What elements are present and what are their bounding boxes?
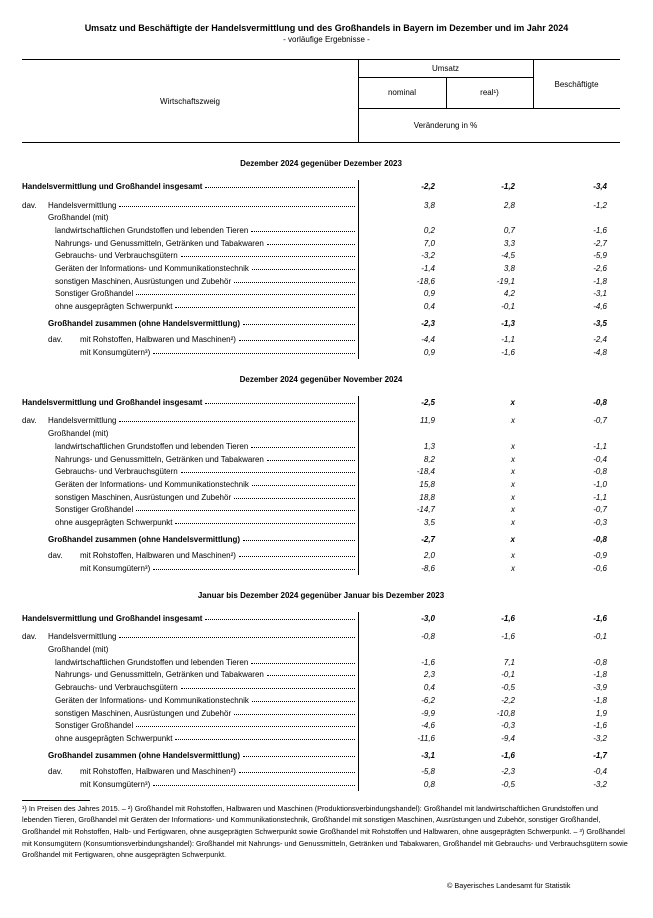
- value-employees: -0,6: [593, 564, 607, 574]
- section-title: Dezember 2024 gegenüber Dezember 2023: [240, 159, 402, 168]
- value-real: x: [511, 467, 515, 477]
- row-label-cell: [22, 780, 358, 789]
- value-employees: -1,8: [593, 695, 607, 705]
- value-real: x: [511, 551, 515, 561]
- value-real: 4,2: [503, 289, 515, 299]
- row-label: Handelsvermittlung: [48, 200, 117, 210]
- section-rows: [22, 396, 620, 575]
- header-divider-horizontal-1: [358, 77, 533, 78]
- header-divider-vertical-1: [358, 60, 359, 142]
- row-label: landwirtschaftlichen Grundstoffen und lebenden Tieren: [55, 441, 249, 451]
- table-row: [22, 211, 620, 224]
- row-label-cell: [22, 751, 358, 760]
- row-label-cell: [22, 767, 358, 776]
- row-label: Nahrungs- und Genussmitteln, Getränken und Tabakwaren: [55, 238, 264, 248]
- row-prefix: dav.: [22, 416, 37, 426]
- dotted-leader: [251, 663, 355, 664]
- row-label-cell: [22, 442, 358, 451]
- value-real: x: [511, 416, 515, 426]
- value-nominal: 3,5: [423, 517, 435, 527]
- row-label: Handelsvermittlung und Großhandel insgesamt: [22, 181, 203, 191]
- dotted-leader: [119, 637, 355, 638]
- dotted-leader: [153, 569, 355, 570]
- value-real: -19,1: [496, 276, 515, 286]
- dotted-leader: [251, 447, 355, 448]
- row-label-cell: [22, 734, 358, 743]
- value-employees: -1,0: [593, 479, 607, 489]
- table-row: [22, 415, 620, 428]
- row-label-cell: [22, 416, 358, 425]
- comparison-section-1: [22, 159, 620, 359]
- value-employees: -0,8: [593, 397, 607, 407]
- value-nominal: -2,5: [421, 397, 435, 407]
- dotted-leader: [267, 675, 355, 676]
- value-nominal: -2,2: [421, 181, 435, 191]
- value-nominal: -0,8: [421, 632, 435, 642]
- value-nominal: -4,4: [421, 335, 435, 345]
- row-prefix: dav.: [22, 200, 37, 210]
- row-label: Handelsvermittlung: [48, 416, 117, 426]
- row-label-cell: [22, 518, 358, 527]
- row-label: mit Rohstoffen, Halbwaren und Maschinen²): [80, 335, 236, 345]
- row-label-cell: [22, 645, 358, 654]
- copyright-notice: © Bayerisches Landesamt für Statistik: [447, 881, 571, 890]
- row-prefix: dav.: [48, 767, 63, 777]
- row-label-cell: [22, 709, 358, 718]
- dotted-leader: [252, 485, 355, 486]
- row-label-cell: [22, 319, 358, 328]
- dotted-leader: [234, 714, 355, 715]
- row-label: Sonstiger Großhandel: [55, 505, 134, 515]
- row-label: Nahrungs- und Genussmitteln, Getränken und Tabakwaren: [55, 454, 264, 464]
- value-employees: -2,7: [593, 238, 607, 248]
- header-cell-beschaeftigte: Beschäftigte: [554, 79, 599, 89]
- row-label-cell: [22, 632, 358, 641]
- header-divider-horizontal-2: [358, 108, 620, 109]
- dotted-leader: [181, 688, 355, 689]
- row-label-cell: [22, 696, 358, 705]
- page-subtitle: - vorläufige Ergebnisse -: [283, 35, 370, 44]
- row-label-cell: [22, 505, 358, 514]
- dotted-leader: [153, 353, 355, 354]
- row-label: Sonstiger Großhandel: [55, 289, 134, 299]
- value-real: x: [511, 517, 515, 527]
- dotted-leader: [234, 498, 355, 499]
- dotted-leader: [267, 244, 355, 245]
- table-row: [22, 427, 620, 440]
- row-label: landwirtschaftlichen Grundstoffen und lebenden Tieren: [55, 657, 249, 667]
- footnote-rule: [22, 800, 90, 801]
- value-nominal: 3,8: [423, 200, 435, 210]
- row-label-cell: [22, 239, 358, 248]
- value-nominal: -3,1: [421, 750, 435, 760]
- value-employees: -3,9: [593, 683, 607, 693]
- value-nominal: 0,9: [423, 348, 435, 358]
- value-employees: -1,6: [593, 613, 607, 623]
- table-row: [22, 612, 620, 625]
- value-nominal: 11,9: [420, 416, 435, 426]
- dotted-leader: [252, 269, 355, 270]
- value-real: -2,3: [501, 767, 515, 777]
- row-label: mit Konsumgütern³): [80, 348, 151, 358]
- table-row: [22, 237, 620, 250]
- row-label-cell: [22, 264, 358, 273]
- dotted-leader: [175, 523, 355, 524]
- table-row: [22, 275, 620, 288]
- row-label: Großhandel zusammen (ohne Handelsvermittlung): [48, 318, 241, 328]
- row-label: mit Konsumgütern³): [80, 564, 151, 574]
- row-label: sonstigen Maschinen, Ausrüstungen und Zubehör: [55, 276, 232, 286]
- table-row: [22, 562, 620, 575]
- value-nominal: -3,0: [421, 613, 435, 623]
- row-label-cell: [22, 455, 358, 464]
- dotted-leader: [243, 756, 355, 757]
- dotted-leader: [234, 282, 355, 283]
- row-label: Handelsvermittlung: [48, 632, 117, 642]
- value-real: -10,8: [496, 708, 515, 718]
- row-label: Geräten der Informations- und Kommunikationstechnik: [55, 695, 249, 705]
- row-label-cell: [22, 535, 358, 544]
- table-row: [22, 656, 620, 669]
- row-prefix: dav.: [48, 335, 63, 345]
- table-row: [22, 300, 620, 313]
- value-real: -0,1: [501, 670, 515, 680]
- value-nominal: 2,0: [423, 551, 435, 561]
- table-row: [22, 694, 620, 707]
- table-row: [22, 249, 620, 262]
- row-label-cell: [22, 302, 358, 311]
- value-employees: -0,4: [593, 767, 607, 777]
- value-nominal: 0,4: [423, 302, 435, 312]
- row-label: landwirtschaftlichen Grundstoffen und lebenden Tieren: [55, 225, 249, 235]
- value-nominal: 7,0: [423, 238, 435, 248]
- row-label: Großhandel (mit): [48, 645, 109, 655]
- dotted-leader: [243, 324, 355, 325]
- table-row: [22, 465, 620, 478]
- row-prefix: dav.: [22, 632, 37, 642]
- table-row: [22, 503, 620, 516]
- dotted-leader: [205, 403, 355, 404]
- table-row: [22, 224, 620, 237]
- row-label-cell: [22, 493, 358, 502]
- value-nominal: 2,3: [423, 670, 435, 680]
- value-employees: -1,8: [593, 670, 607, 680]
- value-nominal: 0,8: [423, 779, 435, 789]
- row-label: Nahrungs- und Genussmitteln, Getränken und Tabakwaren: [55, 670, 264, 680]
- value-real: -1,2: [501, 181, 515, 191]
- row-label: ohne ausgeprägten Schwerpunkt: [55, 733, 173, 743]
- value-employees: -2,6: [593, 263, 607, 273]
- value-employees: -4,8: [593, 348, 607, 358]
- row-prefix: dav.: [48, 551, 63, 561]
- data-sections: [0, 159, 653, 791]
- table-row: [22, 180, 620, 193]
- comparison-section-2: [22, 375, 620, 575]
- value-nominal: -1,6: [421, 657, 435, 667]
- dotted-leader: [119, 206, 355, 207]
- dotted-leader: [205, 619, 355, 620]
- value-employees: -0,8: [593, 534, 607, 544]
- table-row: [22, 765, 620, 778]
- value-real: x: [510, 534, 515, 544]
- value-employees: -1,6: [593, 225, 607, 235]
- table-row: [22, 778, 620, 791]
- row-label-cell: [22, 658, 358, 667]
- value-employees: -3,4: [593, 181, 607, 191]
- table-row: [22, 440, 620, 453]
- dotted-leader: [175, 307, 355, 308]
- value-real: -1,6: [501, 632, 515, 642]
- dotted-leader: [181, 256, 355, 257]
- dotted-leader: [136, 726, 355, 727]
- row-label-cell: [22, 670, 358, 679]
- value-real: -1,3: [501, 318, 515, 328]
- row-label: mit Konsumgütern³): [80, 779, 151, 789]
- page-title: Umsatz und Beschäftigte der Handelsvermittlung und des Großhandels in Bayern im Dezember und im Jahr 2024: [84, 23, 569, 33]
- row-label-cell: [22, 182, 358, 191]
- value-employees: -1,8: [593, 276, 607, 286]
- value-employees: -1,1: [593, 441, 607, 451]
- row-label: Geräten der Informations- und Kommunikationstechnik: [55, 263, 249, 273]
- value-real: -9,4: [501, 733, 515, 743]
- value-employees: -3,2: [593, 733, 607, 743]
- footnote-text: ¹) In Preisen des Jahres 2015. – ²) Großhandel mit Rohstoffen, Halbwaren und Maschinen (Produktionsverbindungshandel): Großhandel mit landwirtschaftlichen Grundstoffen und lebenden Tieren, Großhandel mit Geräten der Informations- und Kommunikationstechnik, Großhandel mit sonstigen Maschinen, Ausrüstungen und Zubehör, sonstiger Großhandel, Großhandel mit Rohstoffen, Halb- und Fertigwaren, ohne ausgeprägten Schwerpunkt sowie Großhandel mit Rohstoffen und Halbwaren, ohne ausgeprägten Schwerpunkt. – ³) Großhandel mit Konsumgütern (Konsumtionsverbindungshandel): Großhandel mit Nahrungs- und Genussmitteln, Getränken und Tabakwaren, Großhandel mit Gebrauchs- und Verbrauchsgütern sowie Großhandel mit Fertigwaren, ohne ausgeprägten Schwerpunkt.: [22, 803, 628, 860]
- table-row: [22, 199, 620, 212]
- row-label-cell: [22, 348, 358, 357]
- value-nominal: 0,9: [423, 289, 435, 299]
- value-employees: -5,9: [593, 251, 607, 261]
- section-title: Dezember 2024 gegenüber November 2024: [239, 374, 403, 384]
- row-label-cell: [22, 467, 358, 476]
- row-label: Geräten der Informations- und Kommunikationstechnik: [55, 479, 249, 489]
- row-label-cell: [22, 201, 358, 210]
- row-label: ohne ausgeprägten Schwerpunkt: [55, 517, 173, 527]
- row-label-cell: [22, 277, 358, 286]
- value-employees: -2,4: [593, 335, 607, 345]
- row-label: Gebrauchs- und Verbrauchsgütern: [55, 683, 178, 693]
- header-cell-nominal: nominal: [387, 88, 416, 97]
- row-label-cell: [22, 551, 358, 560]
- header-cell-veraenderung: Veränderung in %: [413, 120, 478, 130]
- statistics-report-page: [0, 23, 653, 918]
- table-row: [22, 550, 620, 563]
- header-divider-vertical-2: [446, 77, 447, 108]
- table-row: [22, 478, 620, 491]
- row-label-cell: [22, 683, 358, 692]
- value-employees: -0,9: [593, 551, 607, 561]
- value-real: -1,6: [501, 750, 515, 760]
- row-label-cell: [22, 614, 358, 623]
- table-row: [22, 262, 620, 275]
- table-header: [22, 59, 620, 143]
- value-nominal: 0,2: [423, 225, 435, 235]
- dotted-leader: [252, 701, 355, 702]
- dotted-leader: [239, 340, 355, 341]
- row-label-cell: [22, 398, 358, 407]
- row-label: Großhandel zusammen (ohne Handelsvermittlung): [48, 750, 241, 760]
- table-row: [22, 334, 620, 347]
- dotted-leader: [136, 510, 355, 511]
- row-label: sonstigen Maschinen, Ausrüstungen und Zubehör: [55, 708, 232, 718]
- value-employees: -0,8: [593, 657, 607, 667]
- value-nominal: -9,9: [421, 708, 435, 718]
- table-row: [22, 491, 620, 504]
- value-nominal: -11,6: [417, 733, 435, 743]
- row-label-cell: [22, 251, 358, 260]
- table-row: [22, 288, 620, 301]
- header-divider-vertical-3: [533, 60, 534, 108]
- row-label-cell: [22, 429, 358, 438]
- value-employees: -1,6: [593, 721, 607, 731]
- value-real: -1,6: [501, 613, 515, 623]
- value-real: x: [510, 397, 515, 407]
- table-row: [22, 707, 620, 720]
- value-real: x: [511, 441, 515, 451]
- value-employees: -0,7: [593, 416, 607, 426]
- value-real: 0,7: [503, 225, 515, 235]
- table-row: [22, 669, 620, 682]
- dotted-leader: [136, 294, 355, 295]
- value-employees: -0,1: [593, 632, 607, 642]
- dotted-leader: [243, 540, 355, 541]
- table-row: [22, 643, 620, 656]
- dotted-leader: [205, 187, 355, 188]
- value-employees: -0,8: [593, 467, 607, 477]
- value-employees: -3,2: [593, 779, 607, 789]
- table-row: [22, 681, 620, 694]
- dotted-leader: [239, 556, 355, 557]
- value-nominal: -4,6: [421, 721, 435, 731]
- row-label-cell: [22, 480, 358, 489]
- value-real: 2,8: [503, 200, 515, 210]
- header-cell-real: real¹): [480, 88, 499, 97]
- value-employees: -1,1: [593, 492, 607, 502]
- value-nominal: -14,7: [416, 505, 435, 515]
- value-real: -2,2: [501, 695, 515, 705]
- value-nominal: -5,8: [421, 767, 435, 777]
- dotted-leader: [153, 785, 355, 786]
- dotted-leader: [175, 739, 355, 740]
- dotted-leader: [239, 772, 355, 773]
- value-employees: 1,9: [595, 708, 607, 718]
- table-row: [22, 346, 620, 359]
- table-row: [22, 533, 620, 546]
- value-real: -1,1: [501, 335, 515, 345]
- value-real: x: [511, 505, 515, 515]
- row-label: Gebrauchs- und Verbrauchsgütern: [55, 467, 178, 477]
- table-row: [22, 317, 620, 330]
- row-label: Handelsvermittlung und Großhandel insgesamt: [22, 397, 203, 407]
- value-real: x: [511, 479, 515, 489]
- value-nominal: -2,7: [421, 534, 435, 544]
- value-nominal: -1,4: [421, 263, 435, 273]
- value-nominal: -8,6: [421, 564, 435, 574]
- row-label: Gebrauchs- und Verbrauchsgütern: [55, 251, 178, 261]
- value-employees: -0,7: [593, 505, 607, 515]
- row-label-cell: [22, 226, 358, 235]
- row-label-cell: [22, 213, 358, 222]
- value-real: x: [511, 564, 515, 574]
- value-nominal: -18,4: [416, 467, 435, 477]
- section-rows: [22, 612, 620, 791]
- header-cell-wirtschaftszweig: Wirtschaftszweig: [159, 96, 220, 106]
- value-real: 3,3: [503, 238, 515, 248]
- value-real: x: [511, 492, 515, 502]
- value-real: -0,5: [501, 683, 515, 693]
- value-nominal: -2,3: [421, 318, 435, 328]
- table-row: [22, 516, 620, 529]
- value-employees: -1,2: [593, 200, 607, 210]
- value-real: -0,1: [501, 302, 515, 312]
- value-nominal: -3,2: [421, 251, 435, 261]
- table-row: [22, 719, 620, 732]
- row-label: mit Rohstoffen, Halbwaren und Maschinen²): [80, 767, 236, 777]
- value-nominal: 15,8: [419, 479, 435, 489]
- value-employees: -1,7: [593, 750, 607, 760]
- value-nominal: 8,2: [423, 454, 435, 464]
- dotted-leader: [181, 472, 355, 473]
- value-nominal: 1,3: [423, 441, 435, 451]
- value-nominal: 0,4: [423, 683, 435, 693]
- row-label-cell: [22, 289, 358, 298]
- header-cell-umsatz: Umsatz: [431, 64, 460, 73]
- value-real: -1,6: [501, 348, 515, 358]
- section-rows: [22, 180, 620, 359]
- row-label: ohne ausgeprägten Schwerpunkt: [55, 302, 173, 312]
- row-label: sonstigen Maschinen, Ausrüstungen und Zubehör: [55, 492, 232, 502]
- value-employees: -0,3: [593, 517, 607, 527]
- row-label: Handelsvermittlung und Großhandel insgesamt: [22, 613, 203, 623]
- row-label: Sonstiger Großhandel: [55, 721, 134, 731]
- dotted-leader: [119, 421, 355, 422]
- value-real: 3,8: [503, 263, 515, 273]
- table-row: [22, 732, 620, 745]
- value-real: -0,5: [501, 779, 515, 789]
- table-row: [22, 631, 620, 644]
- value-employees: -4,6: [593, 302, 607, 312]
- value-employees: -3,5: [593, 318, 607, 328]
- value-employees: -3,1: [593, 289, 607, 299]
- value-real: -4,5: [501, 251, 515, 261]
- value-employees: -0,4: [593, 454, 607, 464]
- value-real: 7,1: [503, 657, 515, 667]
- row-label-cell: [22, 564, 358, 573]
- dotted-leader: [251, 231, 355, 232]
- table-row: [22, 749, 620, 762]
- dotted-leader: [267, 460, 355, 461]
- row-label: Großhandel (mit): [48, 213, 109, 223]
- row-label: mit Rohstoffen, Halbwaren und Maschinen²): [80, 551, 236, 561]
- row-label-cell: [22, 335, 358, 344]
- row-label: Großhandel (mit): [48, 429, 109, 439]
- comparison-section-3: [22, 591, 620, 791]
- value-real: -0,3: [501, 721, 515, 731]
- table-row: [22, 396, 620, 409]
- row-label: Großhandel zusammen (ohne Handelsvermittlung): [48, 534, 241, 544]
- value-nominal: -18,6: [416, 276, 435, 286]
- section-title: Januar bis Dezember 2024 gegenüber Januar bis Dezember 2023: [197, 590, 445, 600]
- value-nominal: 18,8: [419, 492, 435, 502]
- value-nominal: -6,2: [421, 695, 435, 705]
- value-real: x: [511, 454, 515, 464]
- table-row: [22, 453, 620, 466]
- row-label-cell: [22, 721, 358, 730]
